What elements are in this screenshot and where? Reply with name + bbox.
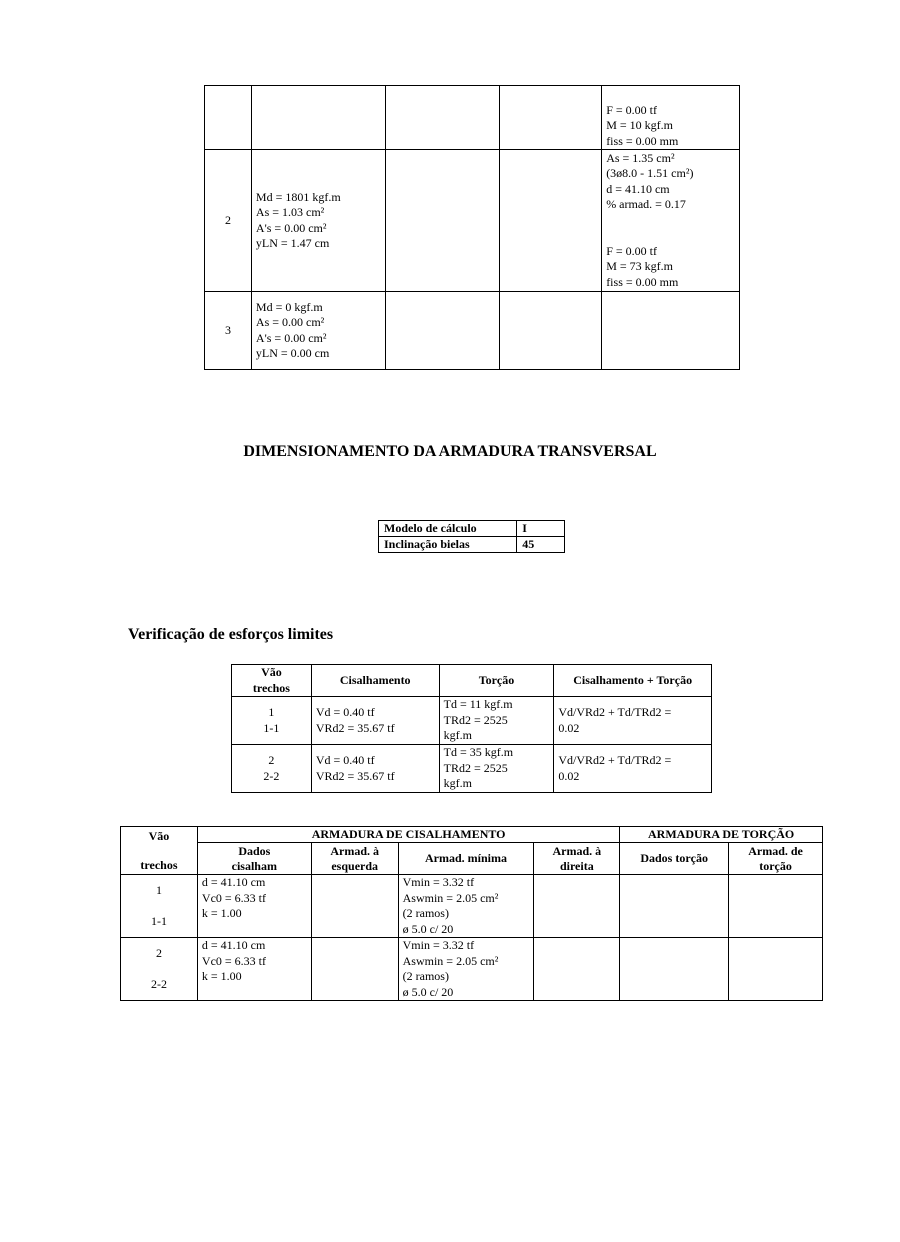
dimension-cell: Md = 1801 kgf.m As = 1.03 cm² A's = 0.00 cm² yLN = 1.47 cm (251, 150, 385, 292)
span-cell (205, 86, 252, 150)
span-cell: 2 (205, 150, 252, 292)
table-row (379, 521, 565, 537)
inclination-value: 45 (517, 537, 565, 553)
shear-cell: Vd = 0.40 tf VRd2 = 35.67 tf (311, 745, 439, 793)
header-vao: Vão trechos (232, 665, 312, 697)
table-header-row (121, 827, 823, 843)
table-row (379, 537, 565, 553)
torsion-cell: Td = 11 kgf.m TRd2 = 2525 kgf.m (439, 697, 554, 745)
header-torsion-data: Dados torção (620, 843, 729, 875)
limits-table (231, 664, 712, 793)
header-combined: Cisalhamento + Torção (554, 665, 712, 697)
table-row (232, 745, 712, 793)
header-torsion-reinf: Armad. de torção (729, 843, 823, 875)
flexure-table (204, 85, 740, 370)
inclination-label: Inclinação bielas (379, 537, 517, 553)
torsion-data-cell (620, 938, 729, 1001)
header-right: Armad. à direita (534, 843, 620, 875)
empty-cell (500, 150, 602, 292)
table-row (205, 150, 740, 292)
header-shear-data: Dados cisalham (197, 843, 311, 875)
header-left: Armad. à esquerda (311, 843, 398, 875)
verification-cell: F = 0.00 tf M = 10 kgf.m fiss = 0.00 mm (602, 86, 740, 150)
torsion-reinf-cell (729, 938, 823, 1001)
header-torsion-group: ARMADURA DE TORÇÃO (620, 827, 823, 843)
dimension-cell: Md = 0 kgf.m As = 0.00 cm² A's = 0.00 cm² yLN = 0.00 cm (251, 292, 385, 370)
combined-cell: Vd/VRd2 + Td/TRd2 = 0.02 (554, 697, 712, 745)
min-reinf-cell: Vmin = 3.32 tf Aswmin = 2.05 cm² (2 ramos) ø 5.0 c/ 20 (398, 875, 534, 938)
vao-cell: 1 1-1 (121, 875, 198, 938)
vao-cell: 1 1-1 (232, 697, 312, 745)
table-row (205, 292, 740, 370)
empty-cell (385, 292, 500, 370)
span-cell: 3 (205, 292, 252, 370)
shear-data-cell: d = 41.10 cm Vc0 = 6.33 tf k = 1.00 (197, 875, 311, 938)
section-title: DIMENSIONAMENTO DA ARMADURA TRANSVERSAL (243, 443, 657, 460)
table-header-row (121, 843, 823, 875)
right-reinf-cell (534, 938, 620, 1001)
table-row (121, 875, 823, 938)
shear-cell: Vd = 0.40 tf VRd2 = 35.67 tf (311, 697, 439, 745)
table-header-row (232, 665, 712, 697)
header-torsion: Torção (439, 665, 554, 697)
torsion-data-cell (620, 875, 729, 938)
shear-data-cell: d = 41.10 cm Vc0 = 6.33 tf k = 1.00 (197, 938, 311, 1001)
vao-cell: 2 2-2 (232, 745, 312, 793)
model-label: Modelo de cálculo (379, 521, 517, 537)
header-minimum: Armad. mínima (398, 843, 534, 875)
model-table (378, 520, 565, 553)
torsion-cell: Td = 35 kgf.m TRd2 = 2525 kgf.m (439, 745, 554, 793)
empty-cell (385, 150, 500, 292)
transverse-reinforcement-table (120, 826, 823, 1001)
right-reinf-cell (534, 875, 620, 938)
empty-cell (500, 86, 602, 150)
header-shear-group: ARMADURA DE CISALHAMENTO (197, 827, 619, 843)
header-shear: Cisalhamento (311, 665, 439, 697)
combined-cell: Vd/VRd2 + Td/TRd2 = 0.02 (554, 745, 712, 793)
verification-cell: As = 1.35 cm² (3ø8.0 - 1.51 cm²) d = 41.10 cm % armad. = 0.17 F = 0.00 tf M = 73 kgf.m fiss = 0.00 mm (602, 150, 740, 292)
model-value: I (517, 521, 565, 537)
vao-cell: 2 2-2 (121, 938, 198, 1001)
subsection-title: Verificação de esforços limites (128, 626, 334, 643)
min-reinf-cell: Vmin = 3.32 tf Aswmin = 2.05 cm² (2 ramos) ø 5.0 c/ 20 (398, 938, 534, 1001)
table-row (205, 86, 740, 150)
left-reinf-cell (311, 875, 398, 938)
verification-cell (602, 292, 740, 370)
dimension-cell (251, 86, 385, 150)
empty-cell (385, 86, 500, 150)
left-reinf-cell (311, 938, 398, 1001)
header-vao: Vão trechos (121, 827, 198, 875)
torsion-reinf-cell (729, 875, 823, 938)
table-row (232, 697, 712, 745)
empty-cell (500, 292, 602, 370)
table-row (121, 938, 823, 1001)
